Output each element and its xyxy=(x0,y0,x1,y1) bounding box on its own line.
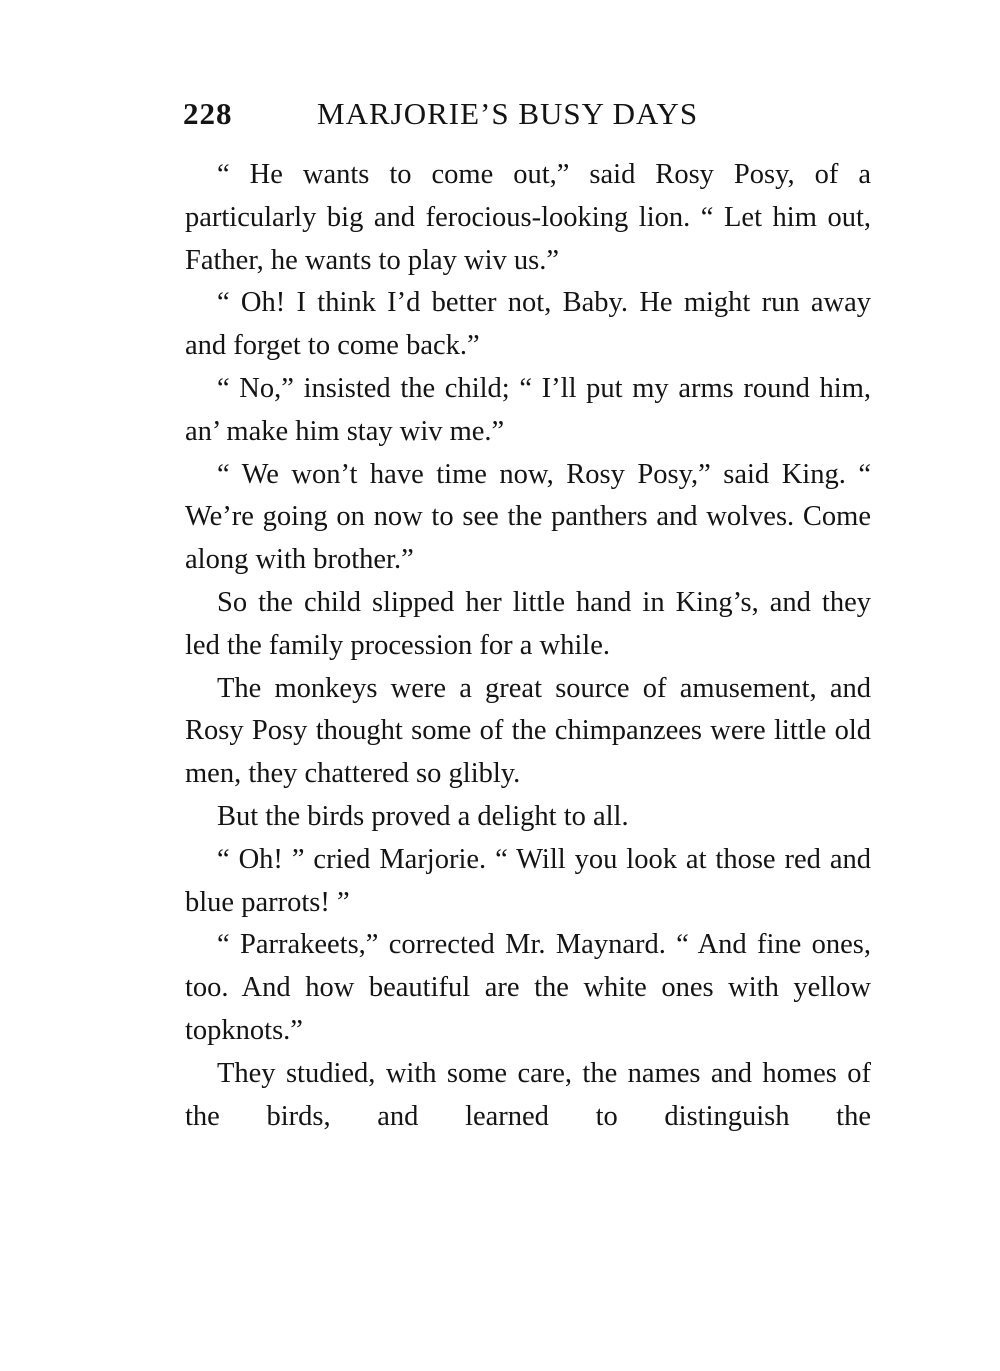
page-header xyxy=(183,92,743,136)
paragraph-8: “ Oh! ” cried Marjorie. “ Will you look at those red and blue parrots! ” xyxy=(185,843,871,918)
paragraph-2: “ Oh! I think I’d better not, Baby. He might run away and forget to come back.” xyxy=(185,287,871,362)
paragraph-9: “ Parrakeets,” corrected Mr. Maynard. “ And fine ones, too. And how beautiful are the white ones with yellow topknots.” xyxy=(185,929,871,1046)
paragraph-3: “ No,” insisted the child; “ I’ll put my arms round him, an’ make him stay wiv me.” xyxy=(185,372,871,447)
paragraph-10: They studied, with some care, the names and homes of the birds, and learned to distinguish the xyxy=(185,1057,871,1132)
paragraph-6: The monkeys were a great source of amusement, and Rosy Posy thought some of the chimpanzees were little old men, they chattered so glibly. xyxy=(185,672,871,790)
paragraph-7: But the birds proved a delight to all. xyxy=(217,800,629,832)
paragraph-5: So the child slipped her little hand in King’s, and they led the family procession for a while. xyxy=(185,586,871,661)
paragraph-4: “ We won’t have time now, Rosy Posy,” said King. “ We’re going on now to see the panthers and wolves. Come along with brother.” xyxy=(185,458,871,576)
body-text xyxy=(185,154,871,1138)
page-number: 228 xyxy=(183,96,233,131)
paragraph-1: “ He wants to come out,” said Rosy Posy, of a particularly big and ferocious-looking lion. “ Let him out, Father, he wants to play wiv us.” xyxy=(185,159,871,276)
running-title: MARJORIE’S BUSY DAYS xyxy=(317,96,699,131)
